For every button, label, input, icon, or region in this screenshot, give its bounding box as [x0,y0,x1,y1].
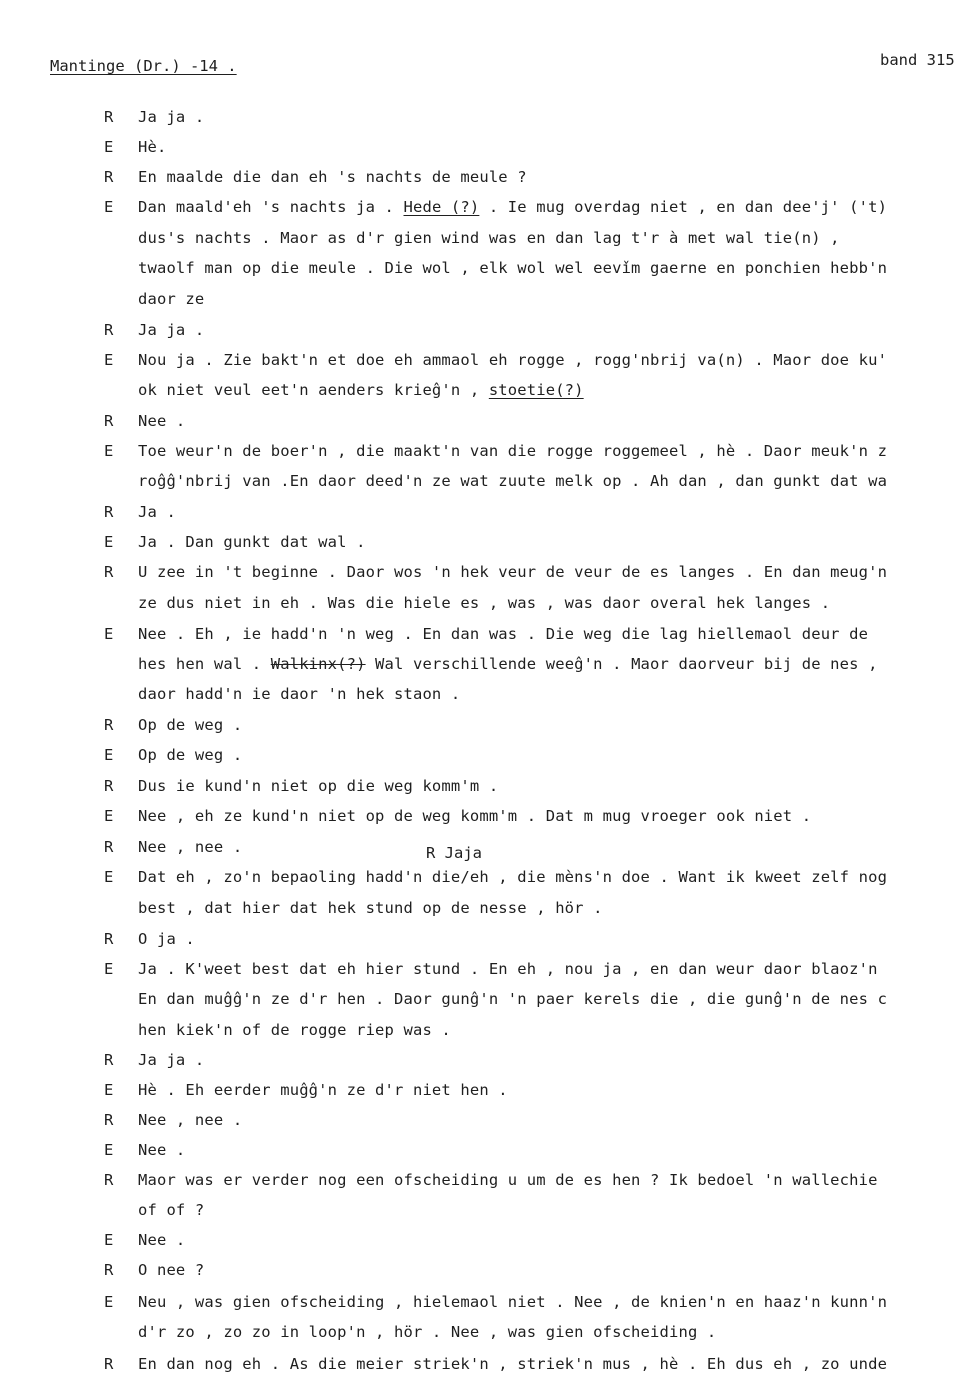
speaker-label: E [104,138,114,156]
speaker-label: R [104,777,114,795]
utterance-text: hen kiek'n of de rogge riep was . [138,1021,451,1039]
speaker-label: E [104,1231,114,1249]
utterance-text: roĝĝ'nbrij van .En daor deed'n ze wat zuute melk op . Ah dan , dan gunkt dat wa [138,472,888,490]
utterance-text: Maor was er verder nog een ofscheiding u um de es hen ? Ik bedoel 'n wallechie [138,1171,878,1189]
transcript-line [0,441,973,471]
utterance-text: En maalde die dan eh 's nachts de meule ? [138,168,527,186]
transcript-line [0,1260,973,1290]
transcript-line [0,197,973,227]
page-header-title: Mantinge (Dr.) -14 . [50,57,237,75]
utterance-text [138,197,887,217]
utterance-text-part: ok niet veul eet'n aenders krieĝ'n , [138,381,489,399]
utterance-text: En dan nog eh . As die meier striek'n , striek'n mus , hè . Eh dus eh , zo unde [138,1355,888,1373]
speaker-label: R [104,1355,114,1373]
utterance-text: En dan muĝĝ'n ze d'r hen . Daor gunĝ'n 'n paer kerels die , die gunĝ'n de nes c [138,990,888,1008]
utterance-text: Op de weg . [138,716,243,734]
transcript-line [0,1292,973,1322]
speaker-label: R [104,1111,114,1129]
transcript-line [0,471,973,501]
utterance-text [138,654,878,674]
speaker-label: R [104,838,114,856]
transcript-line [0,867,973,897]
transcript-line [0,1050,973,1080]
transcript-line [0,806,973,836]
utterance-text: O nee ? [138,1261,205,1279]
speaker-label: R [104,108,114,126]
utterance-text: Ja ja . [138,108,205,126]
speaker-label: E [104,960,114,978]
utterance-text: daor hadd'n ie daor 'n hek staon . [138,685,461,703]
transcript-line [0,989,973,1019]
speaker-label: R [104,168,114,186]
page-header-tape-number: band 315 [880,51,955,69]
utterance-text: Ja . [138,503,176,521]
transcript-line [0,107,973,137]
utterance-text: of of ? [138,1201,205,1219]
utterance-text: Ja . K'weet best dat eh hier stund . En eh , nou ja , en dan weur daor blaoz'n [138,960,878,978]
transcript-line [0,1140,973,1170]
transcript-line [0,350,973,380]
utterance-text: Nou ja . Zie bakt'n et doe eh ammaol eh rogge , rogg'nbrij va(n) . Maor doe ku' [138,351,888,369]
utterance-text: Hè . Eh eerder muĝĝ'n ze d'r niet hen . [138,1081,508,1099]
speaker-label: E [104,1293,114,1311]
speaker-label: E [104,625,114,643]
utterance-text: ze dus niet in eh . Was die hiele es , was , was daor overal hek langes . [138,594,831,612]
transcript-line [0,959,973,989]
transcript-line [0,411,973,441]
utterance-text: dus's nachts . Maor as d'r gien wind was en dan lag t'r à met wal tie(n) , [138,229,840,247]
speaker-label: E [104,807,114,825]
utterance-text [138,380,584,400]
utterance-text: Nee , nee . [138,1111,243,1129]
transcript-line [0,715,973,745]
utterance-text: Neu , was gien ofscheiding , hielemaol niet . Nee , de knien'n en haaz'n kunn'n [138,1293,888,1311]
utterance-text: Ja ja . [138,321,205,339]
speaker-label: E [104,351,114,369]
utterance-text: Toe weur'n de boer'n , die maakt'n van die rogge roggemeel , hè . Daor meuk'n z [138,442,888,460]
underlined-word: stoetie(?) [488,381,584,399]
transcript-line [0,258,973,288]
transcript-line [0,1230,973,1260]
utterance-text: Ja . Dan gunkt dat wal . [138,533,366,551]
speaker-label: R [104,563,114,581]
transcript-line [0,1110,973,1140]
transcript-line [0,1080,973,1110]
transcript-line [0,320,973,350]
transcript-line [0,1322,973,1352]
utterance-text: U zee in 't beginne . Daor wos 'n hek veur de veur de es langes . En dan meug'n [138,563,888,581]
speaker-label: E [104,533,114,551]
speaker-label: E [104,868,114,886]
speaker-label: R [104,716,114,734]
speaker-label: R [104,412,114,430]
struck-out-word: Walkinx(?) [270,655,366,673]
transcript-line [0,1200,973,1230]
transcript-line [0,228,973,258]
speaker-label: R [104,503,114,521]
speaker-label: R [104,1051,114,1069]
transcript-line [0,776,973,806]
transcript-line [0,562,973,592]
transcript-line [0,684,973,714]
transcript-line [0,1170,973,1200]
transcript-line [0,745,973,775]
transcript-line [0,1020,973,1050]
utterance-text: Dus ie kund'n niet op die weg komm'm . [138,777,499,795]
underlined-word: Hede (?) [403,198,480,216]
utterance-text: Ja ja . [138,1051,205,1069]
utterance-text-part: hes hen wal . [138,655,271,673]
transcript-line [0,929,973,959]
transcript-line [0,289,973,319]
transcript-line [0,532,973,562]
utterance-text: Op de weg . [138,746,243,764]
utterance-text: Dat eh , zo'n bepaoling hadd'n die/eh , die mèns'n doe . Want ik kweet zelf nog [138,868,888,886]
utterance-text-part: Dan maald'eh 's nachts ja . [138,198,404,216]
speaker-label: E [104,1141,114,1159]
transcript-line [0,593,973,623]
transcript-line [0,502,973,532]
transcript-line [0,380,973,410]
speaker-label: R [104,930,114,948]
speaker-label: E [104,198,114,216]
speaker-label: E [104,442,114,460]
margin-note: R Jaja [426,844,482,862]
transcript-line [0,1354,973,1384]
transcript-line [0,898,973,928]
utterance-text: Nee , nee . [138,838,243,856]
utterance-text-part: . Ie mug overdag niet , en dan dee'j' ('t) [479,198,888,216]
utterance-text: best , dat hier dat hek stund op de nesse , hör . [138,899,603,917]
utterance-text: Nee , eh ze kund'n niet op de weg komm'm . Dat m mug vroeger ook niet . [138,807,812,825]
transcript-line [0,654,973,684]
speaker-label: E [104,1081,114,1099]
transcript-line [0,624,973,654]
utterance-text: daor ze [138,290,205,308]
utterance-text: Nee . Eh , ie hadd'n 'n weg . En dan was . Die weg die lag hiellemaol deur de [138,625,869,643]
speaker-label: E [104,746,114,764]
speaker-label: R [104,321,114,339]
utterance-text-part: Wal verschillende weeĝ'n . Maor daorveur bij de nes , [365,655,878,673]
speaker-label: R [104,1261,114,1279]
utterance-text: twaolf man op die meule . Die wol , elk wol wel eevǐm gaerne en ponchien hebb'n [138,259,888,277]
utterance-text: Nee . [138,1141,186,1159]
transcript-line [0,167,973,197]
utterance-text: Nee . [138,412,186,430]
utterance-text: Nee . [138,1231,186,1249]
utterance-text: Hè. [138,138,167,156]
speaker-label: R [104,1171,114,1189]
transcript-line [0,837,973,867]
utterance-text: d'r zo , zo zo in loop'n , hör . Nee , was gien ofscheiding . [138,1323,717,1341]
transcript-line [0,137,973,167]
utterance-text: O ja . [138,930,195,948]
